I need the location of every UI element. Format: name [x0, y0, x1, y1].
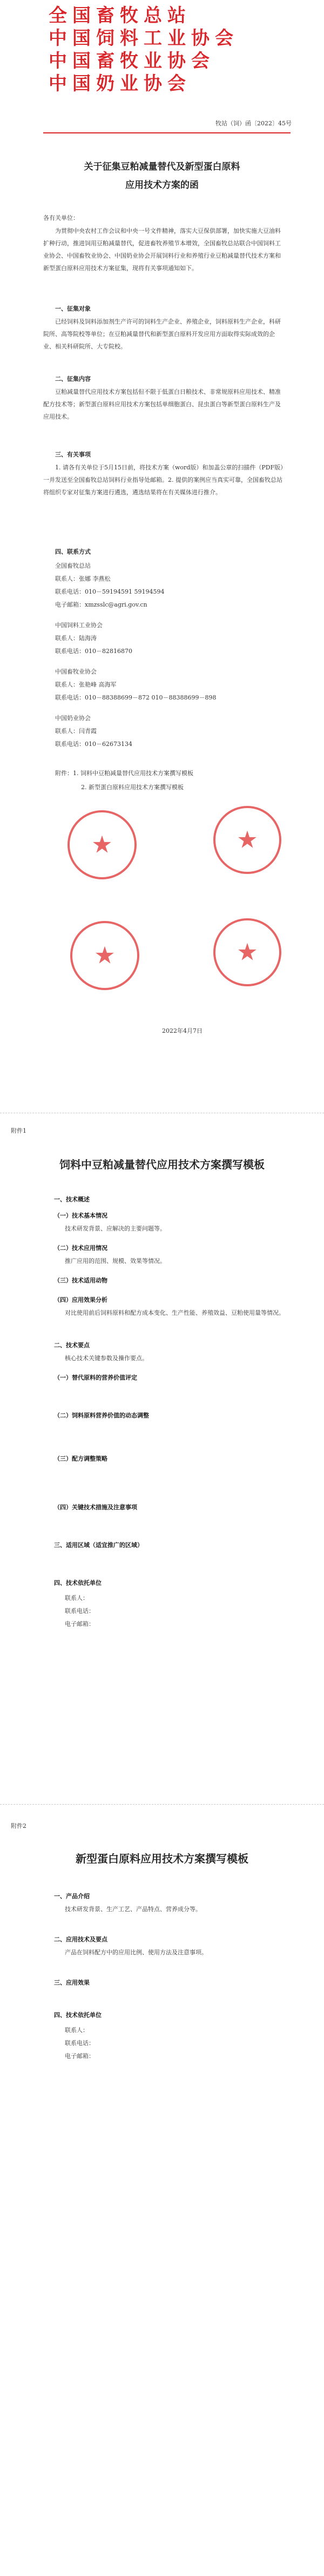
- annex1-line: 技术研发背景、应解决的主要问题等。: [65, 1225, 166, 1232]
- official-seal-4: [213, 918, 281, 986]
- annex-2-title: 新型蛋白原料应用技术方案撰写模板: [76, 1852, 248, 1865]
- official-seal-1: [68, 810, 137, 879]
- contact-line: 联系电话：010－59194591 59194594: [55, 588, 165, 595]
- contact-line: 联系人：张娜 李燕松: [55, 575, 111, 582]
- letterhead-org-1: 全国畜牧总站: [49, 5, 191, 26]
- annex2-line: 产品在饲料配方中的应用比例、使用方法及注意事项。: [65, 1949, 207, 1956]
- seal-star-icon: ★: [91, 831, 113, 859]
- annex1-line: （一）替代原料的营养价值评定: [54, 1374, 137, 1381]
- letterhead-org-4: 中国奶业协会: [49, 73, 191, 95]
- salutation: 各有关单位：: [43, 214, 79, 221]
- annex2-line: 四、技术依托单位: [54, 2012, 102, 2019]
- contact-line: 全国畜牧总站: [55, 562, 91, 569]
- annex1-line: 四、技术依托单位: [54, 1579, 102, 1586]
- annex2-line: 联系人：: [65, 2027, 89, 2034]
- attachment-2: 2. 新型蛋白原料应用技术方案撰写模板: [81, 784, 184, 791]
- annex1-line: 三、适用区域（适宜推广的区域）: [54, 1542, 143, 1549]
- attachment-1: 附件：1. 饲料中豆粕减量替代应用技术方案撰写模板: [55, 770, 193, 777]
- contact-line: 电子邮箱：xmzsslc@agri.gov.cn: [55, 601, 147, 608]
- annex1-line: （三）技术适用动物: [54, 1277, 107, 1284]
- contact-line: 中国饲料工业协会: [55, 622, 103, 629]
- contact-line: 中国奶业协会: [55, 715, 91, 722]
- annex1-line: （一）技术基本情况: [54, 1212, 107, 1219]
- seal-star-icon: ★: [94, 941, 116, 970]
- contact-line: 联系人：陆海涛: [55, 635, 97, 642]
- annex1-line: 联系电话：: [65, 1608, 94, 1615]
- annex1-line: （三）配方调整策略: [54, 1455, 107, 1462]
- seal-star-icon: ★: [237, 826, 258, 854]
- page-divider: [0, 1804, 324, 1805]
- contacts-heading: 四、联系方式: [55, 548, 91, 555]
- annex1-line: （四）应用效果分析: [54, 1296, 107, 1303]
- annex2-line: 三、应用效果: [54, 1979, 90, 1986]
- annex2-line: 技术研发背景、生产工艺、产品特点、营养成分等。: [65, 1906, 201, 1913]
- annex-1-tag: 附件1: [11, 1127, 26, 1134]
- contact-line: 联系人：闫青霞: [55, 728, 97, 735]
- contact-line: 联系人：张艳峰 高海军: [55, 681, 117, 688]
- annex2-line: 联系电话：: [65, 2040, 94, 2047]
- annex1-line: （二）技术应用情况: [54, 1245, 107, 1252]
- section-heading-1: 一、征集对象: [55, 305, 91, 312]
- annex2-line: 电子邮箱：: [65, 2053, 94, 2060]
- annex1-line: 推广应用的范围、规模、效果等情况。: [65, 1257, 166, 1265]
- annex1-line: 一、技术概述: [54, 1196, 90, 1203]
- seal-star-icon: ★: [237, 938, 258, 966]
- annex1-line: （四）关键技术措施及注意事项: [54, 1504, 137, 1511]
- annex2-line: 一、产品介绍: [54, 1893, 90, 1900]
- document-number: 牧站（饲）函〔2022〕45号: [215, 120, 292, 127]
- section-body-3: 1. 请各有关单位于5月15日前，将技术方案（word版）和加盖公章的扫描件（PDF版）一并发送至全国畜牧总站饲料行业指导处邮箱。2. 提供的案例应当真实可靠，全国畜牧总站将组织专家对征集方案进行遴选，遴选结果将在有关媒体进行推介。: [43, 464, 284, 496]
- official-seal-3: [70, 921, 139, 990]
- letterhead-org-3: 中国畜牧业协会: [49, 50, 215, 72]
- annex1-line: （二）饲料原料营养价值的动态调整: [54, 1412, 149, 1419]
- section-body-1: 已经饲料及饲料添加剂生产许可的饲料生产企业、养殖企业，饲料原料生产企业，科研院所、高等院校等单位；在豆粕减量替代和新型蛋白原料开发应用方面取得实际成效的企业、相关科研院所、大专院校。: [43, 318, 281, 350]
- section-heading-2: 二、征集内容: [55, 375, 91, 382]
- letter-title-line-1: 关于征集豆粕减量替代及新型蛋白原料: [84, 162, 240, 172]
- section-heading-3: 三、有关事项: [55, 451, 91, 458]
- annex2-line: 二、应用技术及要点: [54, 1936, 107, 1943]
- section-body-2: 豆粕减量替代应用技术方案包括但不限于低蛋白日粮技术、非常规原料应用技术、精准配方技术等；新型蛋白原料应用技术方案包括单细胞蛋白、昆虫蛋白等新型蛋白原料生产及应用技术。: [43, 388, 281, 420]
- annex-1-title: 饲料中豆粕减量替代应用技术方案撰写模板: [59, 1158, 265, 1171]
- intro-paragraph: 为贯彻中央农村工作会议和中央一号文件精神，落实大豆保供部署，加快实施大豆油料扩种行动，推进饲用豆粕减量替代，促进畜牧养殖节本增效，全国畜牧总站联合中国饲料工业协会、中国畜牧业协会、中国奶业协会开展饲料行业和养殖行业豆粕减量替代技术方案和新型蛋白原料应用技术方案征集，现将有关事项通知如下。: [43, 227, 281, 272]
- letterhead-red-line: [43, 132, 291, 133]
- annex-2-tag: 附件2: [11, 1822, 26, 1830]
- contact-line: 中国畜牧业协会: [55, 668, 97, 675]
- annex1-line: 电子邮箱：: [65, 1620, 94, 1627]
- annex1-line: 联系人：: [65, 1595, 89, 1602]
- annex1-line: 核心技术关键参数及操作要点。: [65, 1355, 148, 1362]
- letterhead: [0, 0, 324, 95]
- contact-line: 联系电话：010－82816870: [55, 648, 132, 655]
- annex1-line: 对比使用前后饲料原料和配方成本变化、生产性能、养殖效益、豆粕使用量等情况。: [65, 1309, 285, 1316]
- letter-page: [0, 0, 324, 1113]
- annex1-line: 二、技术要点: [54, 1342, 90, 1349]
- contact-line: 联系电话：010－88388699－872 010－88388699－898: [55, 694, 217, 701]
- contact-line: 联系电话：010－62673134: [55, 741, 132, 748]
- official-seal-2: [213, 806, 281, 874]
- letterhead-org-2: 中国饲料工业协会: [49, 28, 239, 49]
- letter-date: 2022年4月7日: [162, 1027, 202, 1034]
- letter-title-line-2: 应用技术方案的函: [125, 180, 199, 191]
